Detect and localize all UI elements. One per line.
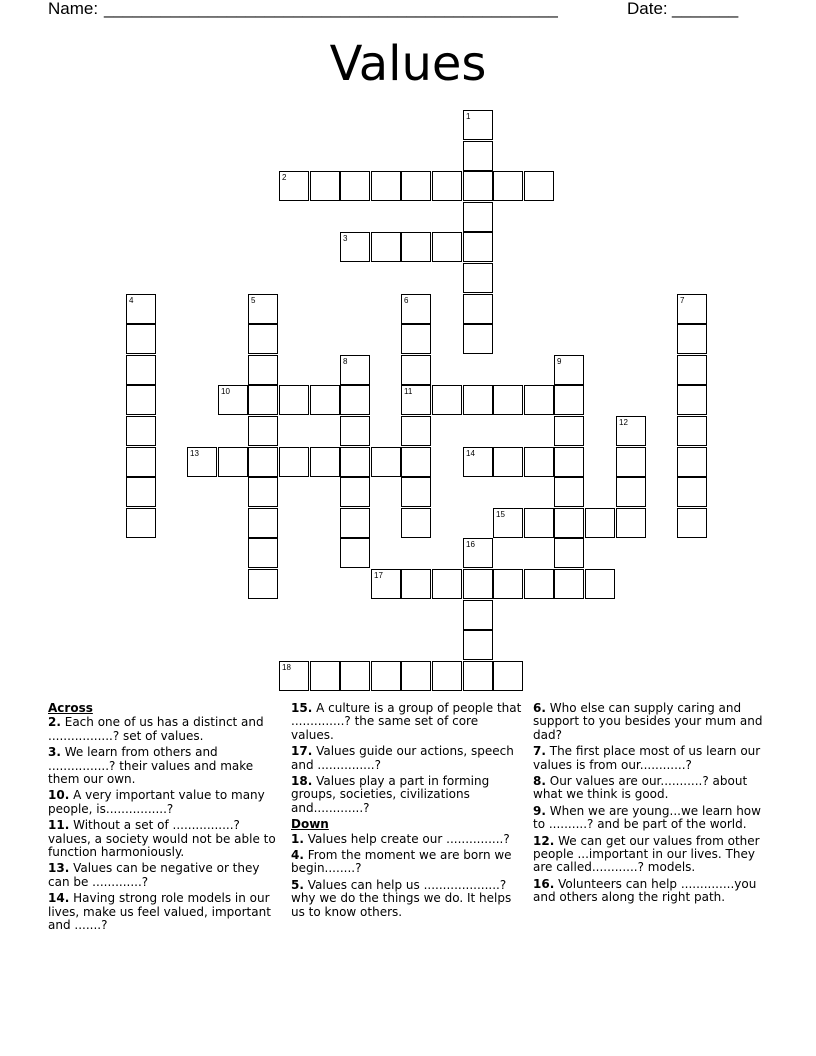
grid-cell[interactable] xyxy=(616,477,646,507)
grid-cell[interactable] xyxy=(463,630,493,660)
grid-cell[interactable] xyxy=(126,355,156,385)
grid-cell[interactable] xyxy=(248,355,278,385)
grid-cell[interactable] xyxy=(248,294,278,324)
grid-cell[interactable] xyxy=(371,232,401,262)
grid-cell[interactable] xyxy=(463,294,493,324)
grid-cell[interactable] xyxy=(463,110,493,140)
grid-cell[interactable] xyxy=(248,324,278,354)
grid-cell[interactable] xyxy=(493,661,523,691)
grid-cell[interactable] xyxy=(463,385,493,415)
grid-cell[interactable] xyxy=(585,569,615,599)
grid-cell[interactable] xyxy=(340,171,370,201)
grid-cell[interactable] xyxy=(310,385,340,415)
clue-across-11: 11. Without a set of ................? values, a society would not be able to function harmoniously. xyxy=(48,818,276,860)
grid-cell[interactable] xyxy=(524,385,554,415)
grid-cell[interactable] xyxy=(554,385,584,415)
clue-down-8: 8. Our values are our...........? about what we think is good. xyxy=(533,774,748,802)
grid-cell[interactable] xyxy=(401,416,431,446)
grid-cell[interactable] xyxy=(401,661,431,691)
clue-number: 7 xyxy=(680,296,685,305)
grid-cell[interactable] xyxy=(401,171,431,201)
clue-across-10: 10. A very important value to many people, is................? xyxy=(48,788,265,816)
grid-cell[interactable] xyxy=(126,477,156,507)
grid-cell[interactable] xyxy=(248,508,278,538)
grid-cell[interactable] xyxy=(554,416,584,446)
grid-cell[interactable] xyxy=(463,171,493,201)
grid-cell[interactable] xyxy=(493,569,523,599)
clue-number: 9 xyxy=(557,357,562,366)
grid-cell[interactable] xyxy=(248,416,278,446)
grid-cell[interactable] xyxy=(585,508,615,538)
grid-cell[interactable] xyxy=(126,508,156,538)
grid-cell[interactable] xyxy=(524,447,554,477)
grid-cell[interactable] xyxy=(279,171,309,201)
clue-number: 4 xyxy=(129,296,134,305)
clue-across-13: 13. Values can be negative or they can be .............? xyxy=(48,861,260,889)
date-line[interactable]: _______ xyxy=(672,0,739,18)
grid-cell[interactable] xyxy=(248,385,278,415)
grid-cell[interactable] xyxy=(616,508,646,538)
grid-cell[interactable] xyxy=(432,661,462,691)
grid-cell[interactable] xyxy=(126,324,156,354)
clue-number: 6 xyxy=(404,296,409,305)
grid-cell[interactable] xyxy=(463,447,493,477)
clue-across-18: 18. Values play a part in forming groups, societies, civilizations and.............? xyxy=(291,774,490,815)
grid-cell[interactable] xyxy=(493,385,523,415)
clue-down-6: 6. Who else can supply caring and support to you besides your mum and dad? xyxy=(533,701,763,742)
grid-cell[interactable] xyxy=(463,263,493,293)
grid-cell[interactable] xyxy=(279,447,309,477)
grid-cell[interactable] xyxy=(616,416,646,446)
grid-cell[interactable] xyxy=(401,477,431,507)
grid-cell[interactable] xyxy=(677,447,707,477)
grid-cell[interactable] xyxy=(371,447,401,477)
grid-cell[interactable] xyxy=(554,355,584,385)
grid-cell[interactable] xyxy=(677,294,707,324)
grid-cell[interactable] xyxy=(463,232,493,262)
grid-cell[interactable] xyxy=(677,355,707,385)
clue-number: 10 xyxy=(221,387,230,396)
grid-cell[interactable] xyxy=(554,477,584,507)
grid-cell[interactable] xyxy=(310,171,340,201)
grid-cell[interactable] xyxy=(340,508,370,538)
clues-column-1 xyxy=(48,702,280,936)
clues-column-3 xyxy=(533,702,765,908)
clues-column-2 xyxy=(291,702,523,922)
grid-cell[interactable] xyxy=(401,324,431,354)
clue-number: 14 xyxy=(466,449,475,458)
clue-number: 15 xyxy=(496,510,505,519)
grid-cell[interactable] xyxy=(524,569,554,599)
grid-cell[interactable] xyxy=(401,294,431,324)
grid-cell[interactable] xyxy=(524,508,554,538)
grid-cell[interactable] xyxy=(248,477,278,507)
across-heading: Across xyxy=(48,701,93,715)
clue-across-14: 14. Having strong role models in our lives, make us feel valued, important and .......? xyxy=(48,891,271,933)
grid-cell[interactable] xyxy=(432,385,462,415)
grid-cell[interactable] xyxy=(463,202,493,232)
grid-cell[interactable] xyxy=(616,447,646,477)
grid-cell[interactable] xyxy=(248,447,278,477)
grid-cell[interactable] xyxy=(248,569,278,599)
grid-cell[interactable] xyxy=(463,538,493,568)
grid-cell[interactable] xyxy=(493,508,523,538)
grid-cell[interactable] xyxy=(401,447,431,477)
clue-number: 3 xyxy=(343,234,348,243)
grid-cell[interactable] xyxy=(310,661,340,691)
grid-cell[interactable] xyxy=(340,232,370,262)
grid-cell[interactable] xyxy=(340,538,370,568)
clue-across-2: 2. Each one of us has a distinct and .................? set of values. xyxy=(48,715,264,743)
grid-cell[interactable] xyxy=(340,416,370,446)
clue-down-7: 7. The first place most of us learn our values is from our............? xyxy=(533,744,761,772)
name-label: Name: xyxy=(48,0,99,18)
grid-cell[interactable] xyxy=(524,171,554,201)
grid-cell[interactable] xyxy=(493,447,523,477)
grid-cell[interactable] xyxy=(432,569,462,599)
grid-cell[interactable] xyxy=(554,569,584,599)
clue-number: 17 xyxy=(374,571,383,580)
clue-number: 8 xyxy=(343,357,348,366)
grid-cell[interactable] xyxy=(279,385,309,415)
grid-cell[interactable] xyxy=(371,569,401,599)
name-line[interactable]: ________________________________________________ xyxy=(104,0,558,18)
clue-down-5: 5. Values can help us ....................? why we do the things we do. It helps us to know others. xyxy=(291,877,512,919)
grid-cell[interactable] xyxy=(554,508,584,538)
clue-number: 2 xyxy=(282,173,287,182)
grid-cell[interactable] xyxy=(677,508,707,538)
grid-cell[interactable] xyxy=(463,600,493,630)
clue-across-17: 17. Values guide our actions, speech and ...............? xyxy=(291,744,514,772)
grid-cell[interactable] xyxy=(340,385,370,415)
grid-cell[interactable] xyxy=(463,141,493,171)
clue-number: 13 xyxy=(190,449,199,458)
grid-cell[interactable] xyxy=(279,661,309,691)
clue-across-3: 3. We learn from others and ................? their values and make them our own. xyxy=(48,745,254,787)
grid-cell[interactable] xyxy=(432,171,462,201)
clue-down-16: 16. Volunteers can help ..............you and others along the right path. xyxy=(533,876,757,905)
grid-cell[interactable] xyxy=(371,171,401,201)
date-label: Date: xyxy=(627,0,668,18)
clue-down-12: 12. We can get our values from other people ...important in our lives. They are called............? models. xyxy=(533,833,760,875)
clue-across-15: 15. A culture is a group of people that ..............? the same set of core values. xyxy=(291,701,522,742)
clue-number: 18 xyxy=(282,663,291,672)
grid-cell[interactable] xyxy=(493,171,523,201)
grid-cell[interactable] xyxy=(126,416,156,446)
page-title: Values xyxy=(329,36,487,92)
grid-cell[interactable] xyxy=(340,355,370,385)
grid-cell[interactable] xyxy=(401,569,431,599)
grid-cell[interactable] xyxy=(187,447,217,477)
clue-number: 1 xyxy=(466,112,471,121)
clue-down-9: 9. When we are young...we learn how to ..........? and be part of the world. xyxy=(533,803,761,832)
grid-cell[interactable] xyxy=(340,447,370,477)
grid-cell[interactable] xyxy=(677,477,707,507)
clue-number: 11 xyxy=(404,387,413,396)
grid-cell[interactable] xyxy=(677,324,707,354)
grid-cell[interactable] xyxy=(463,569,493,599)
grid-cell[interactable] xyxy=(463,661,493,691)
clue-down-1: 1. Values help create our ...............? xyxy=(291,831,510,846)
grid-cell[interactable] xyxy=(432,232,462,262)
grid-cell[interactable] xyxy=(463,324,493,354)
clue-number: 12 xyxy=(619,418,628,427)
grid-cell[interactable] xyxy=(340,661,370,691)
grid-cell[interactable] xyxy=(126,447,156,477)
grid-cell[interactable] xyxy=(248,538,278,568)
down-heading: Down xyxy=(291,817,329,832)
grid-cell[interactable] xyxy=(218,447,248,477)
grid-cell[interactable] xyxy=(401,385,431,415)
grid-cell[interactable] xyxy=(126,385,156,415)
grid-cell[interactable] xyxy=(401,508,431,538)
clue-number: 5 xyxy=(251,296,256,305)
clue-down-4: 4. From the moment we are born we begin........? xyxy=(291,848,512,876)
grid-cell[interactable] xyxy=(677,416,707,446)
grid-cell[interactable] xyxy=(218,385,248,415)
clue-number: 16 xyxy=(466,540,475,549)
grid-cell[interactable] xyxy=(371,661,401,691)
grid-cell[interactable] xyxy=(126,294,156,324)
grid-cell[interactable] xyxy=(310,447,340,477)
grid-cell[interactable] xyxy=(401,355,431,385)
grid-cell[interactable] xyxy=(554,447,584,477)
grid-cell[interactable] xyxy=(401,232,431,262)
grid-cell[interactable] xyxy=(677,385,707,415)
grid-cell[interactable] xyxy=(554,538,584,568)
grid-cell[interactable] xyxy=(340,477,370,507)
